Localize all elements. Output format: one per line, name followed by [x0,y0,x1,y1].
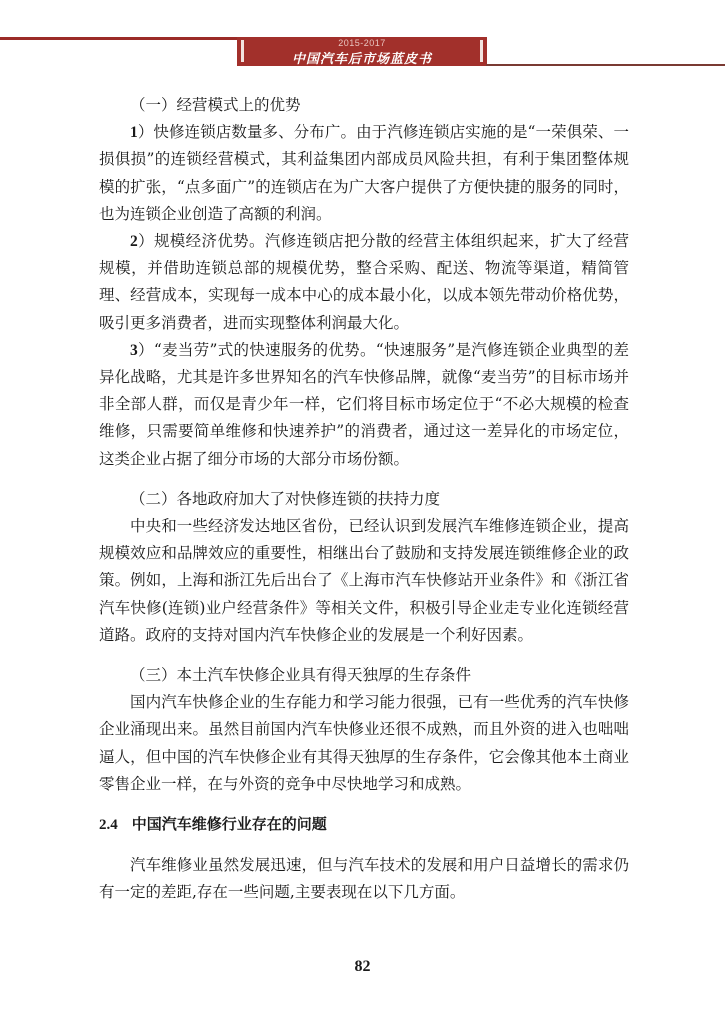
subsection-heading-3: （三）本土汽车快修企业具有得天独厚的生存条件 [130,666,472,685]
item-text: ）规模经济优势。汽修连锁店把分散的经营主体组织起来，扩大了经营规模，并借助连锁总部的规模优势，整合采购、配送、物流等渠道，精简管理、经营成本，实现每一成本中心的成本最小化，以成本领先带动价格优势，吸引更多消费者，进而实现整体利润最大化。 [99,232,629,332]
banner-years: 2015-2017 [338,38,386,48]
section-title: 中国汽车维修行业存在的问题 [131,815,327,834]
paragraph-3: 国内汽车快修企业的生存能力和学习能力很强，已有一些优秀的汽车快修企业涌现出来。虽然目前国内汽车快修业还很不成熟，而且外资的进入也咄咄逼人，但中国的汽车快修企业有其得天独厚的生存条件，它会像其他本土商业零售企业一样，在与外资的竞争中尽快地学习和成熟。 [99,693,629,793]
item-text: ）“麦当劳”式的快速服务的优势。“快速服务”是汽修连锁企业典型的差异化战略，尤其是许多世界知名的汽车快修品牌，就像“麦当劳”的目标市场并非全部人群，而仅是青少年一样，它们将目标市场定位于“不必大规模的检查维修，只需要简单维修和快速养护”的消费者，通过这一差异化的市场定位，这类企业占据了细分市场的大部分市场份额。 [99,340,629,468]
item-number: 2 [130,233,138,251]
item-text: ）快修连锁店数量多、分布广。由于汽修连锁店实施的是“一荣俱荣、一损俱损”的连锁经营模式，其利益集团内部成员风险共担，有利于集团整体规模的扩张，“点多面广”的连锁店在为广大客户提供了方便快捷的服务的同时，也为连锁企业创造了高额的利润。 [99,123,629,223]
banner-bar-right [480,40,483,62]
list-item-1 [99,119,629,228]
list-item-2 [99,228,629,337]
section-number: 2.4 [99,817,118,834]
header-banner [237,37,487,66]
paragraph-2: 中央和一些经济发达地区省份，已经认识到发展汽车维修连锁企业，提高规模效应和品牌效应的重要性，相继出台了鼓励和支持发展连锁维修企业的政策。例如，上海和浙江先后出台了《上海市汽车快修站开业条件》和《浙江省汽车快修(连锁)业户经营条件》等相关文件，积极引导企业走专业化连锁经营道路。政府的支持对国内汽车快修企业的发展是一个利好因素。 [99,517,629,644]
header-rule-left [0,37,238,40]
spacer [99,839,629,852]
section-heading-2-4 [99,811,629,839]
subsection-heading-1: （一）经营模式上的优势 [130,96,301,114]
document-body [99,92,629,906]
banner-title: 中国汽车后市场蓝皮书 [291,52,432,67]
list-item-3 [99,337,629,473]
item-number: 1 [130,124,138,142]
spacer [99,649,629,662]
header-rule-right [486,64,725,66]
paragraph-2-4: 汽车维修业虽然发展迅速，但与汽车技术的发展和用户日益增长的需求仍有一定的差距,存在一些问题,主要表现在以下几方面。 [99,856,629,902]
subsection-heading-2: （二）各地政府加大了对快修连锁的扶持力度 [130,489,441,508]
spacer [99,798,629,811]
spacer [99,473,629,486]
page-number: 82 [354,958,371,975]
item-number: 3 [130,341,138,359]
